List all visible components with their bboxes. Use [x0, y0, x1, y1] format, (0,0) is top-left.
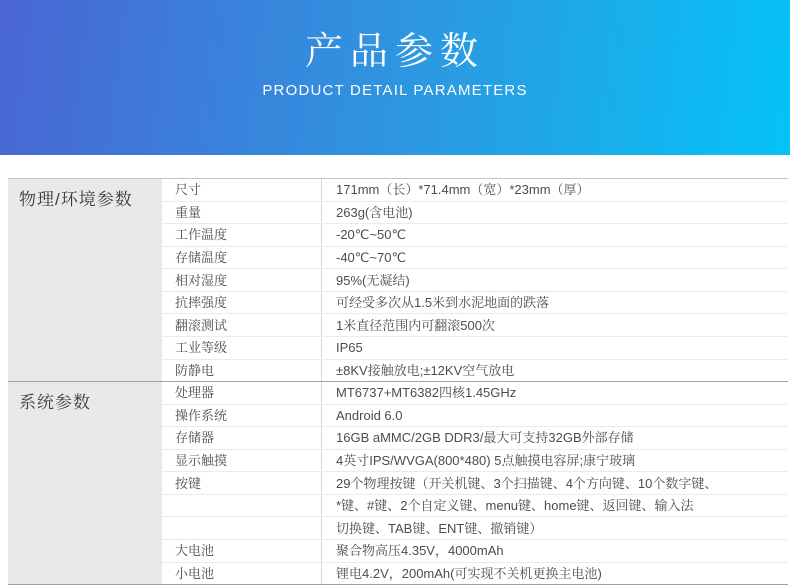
- row-label: 存储器: [162, 427, 322, 449]
- row-value: 1米直径范围内可翻滚500次: [336, 317, 495, 333]
- row-value: 171mm（长）*71.4mm（宽）*23mm（厚）: [336, 182, 590, 198]
- table-row: [162, 472, 788, 495]
- table-row: [162, 269, 788, 292]
- row-value: 29个物理按键（开关机键、3个扫描键、4个方向键、10个数字键、: [336, 475, 718, 491]
- row-label: 小电池: [162, 563, 322, 585]
- spec-section: [8, 382, 788, 585]
- row-label: 工业等级: [162, 337, 322, 359]
- row-label: 翻滚测试: [162, 314, 322, 336]
- section-title: 物理/环境参数: [8, 179, 162, 381]
- row-value: MT6737+MT6382四核1.45GHz: [336, 385, 517, 401]
- row-value: 95%(无凝结): [336, 272, 410, 288]
- table-row: [162, 179, 788, 202]
- table-row: [162, 450, 788, 473]
- row-label: 操作系统: [162, 405, 322, 427]
- row-value: -20℃~50℃: [336, 227, 407, 243]
- banner: [0, 0, 790, 155]
- row-value: 切换键、TAB键、ENT键、撤销键）: [336, 520, 543, 536]
- row-value: 16GB aMMC/2GB DDR3/最大可支持32GB外部存储: [336, 430, 634, 446]
- row-label: 大电池: [162, 540, 322, 562]
- row-label: 尺寸: [162, 179, 322, 201]
- row-label: 防静电: [162, 360, 322, 382]
- table-row: [162, 202, 788, 225]
- table-row: [162, 224, 788, 247]
- row-value: ±8KV接触放电;±12KV空气放电: [336, 362, 515, 378]
- section-rows: [162, 382, 788, 584]
- row-value: 4英寸IPS/WVGA(800*480) 5点触摸电容屏;康宁玻璃: [336, 452, 636, 468]
- row-label: 存储温度: [162, 247, 322, 269]
- row-label: 处理器: [162, 382, 322, 404]
- page-title: 产品参数: [304, 31, 485, 73]
- row-label: 显示触摸: [162, 450, 322, 472]
- table-row: [162, 314, 788, 337]
- row-value: 263g(含电池): [336, 204, 413, 220]
- row-value: Android 6.0: [336, 407, 403, 423]
- table-row: [162, 405, 788, 428]
- table-row: [162, 360, 788, 382]
- row-value: -40℃~70℃: [336, 249, 407, 265]
- table-row: [162, 382, 788, 405]
- spec-table: [8, 178, 788, 585]
- row-label: 按键: [162, 472, 322, 494]
- section-rows: [162, 179, 788, 381]
- row-value: 可经受多次从1.5米到水泥地面的跌落: [336, 295, 550, 311]
- table-row: [162, 247, 788, 270]
- table-row: [162, 495, 788, 518]
- row-value: 锂电4.2V，200mAh(可实现不关机更换主电池): [336, 565, 602, 581]
- table-row: [162, 337, 788, 360]
- row-value: IP65: [336, 340, 363, 356]
- table-row: [162, 517, 788, 540]
- row-value: 聚合物高压4.35V，4000mAh: [336, 543, 504, 559]
- row-label: 抗摔强度: [162, 292, 322, 314]
- section-title: 系统参数: [8, 382, 162, 584]
- table-row: [162, 292, 788, 315]
- row-label: 相对湿度: [162, 269, 322, 291]
- row-label: [162, 517, 322, 539]
- spec-section: [8, 179, 788, 382]
- row-label: [162, 495, 322, 517]
- row-label: 重量: [162, 202, 322, 224]
- row-value: *键、#键、2个自定义键、menu键、home键、返回键、输入法: [336, 498, 694, 514]
- table-row: [162, 563, 788, 585]
- row-label: 工作温度: [162, 224, 322, 246]
- table-row: [162, 427, 788, 450]
- table-row: [162, 540, 788, 563]
- page-subtitle: PRODUCT DETAIL PARAMETERS: [262, 82, 528, 99]
